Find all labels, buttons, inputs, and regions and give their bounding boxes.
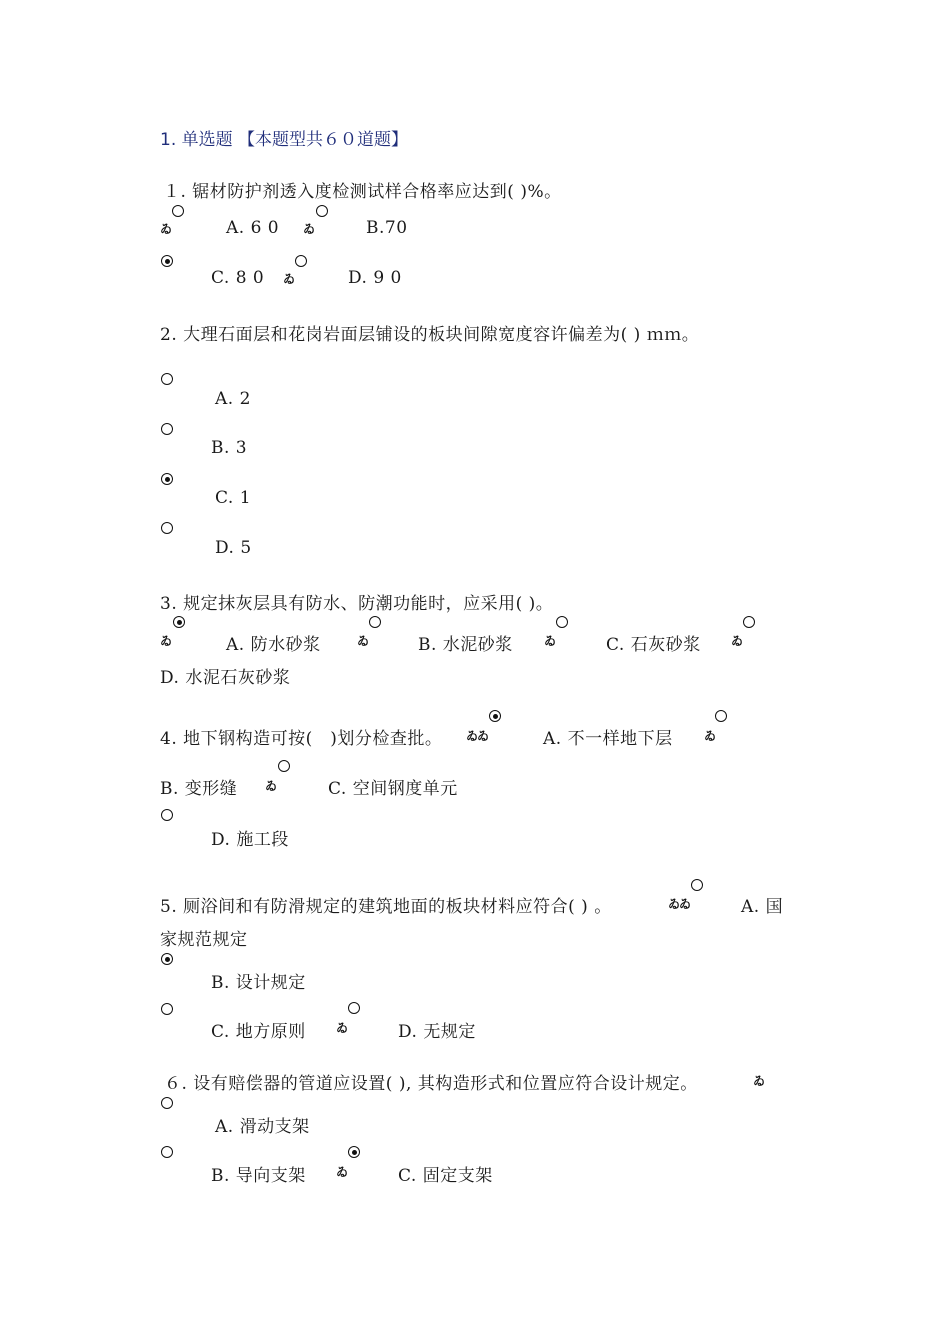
q3-option-a-radio[interactable] <box>173 616 185 628</box>
q4-option-c-label: C. 空间钢度单元 <box>328 779 458 799</box>
q4-option-b-radio[interactable] <box>715 710 727 722</box>
anchor-mark-icon: ゐ <box>544 634 557 648</box>
q4-option-b-label: B. 变形缝 <box>160 779 238 799</box>
anchor-mark-icon: ゐ <box>477 729 490 743</box>
q1-option-a-radio[interactable] <box>172 205 184 217</box>
question-5-stem: 5. 厕浴间和有防滑规定的建筑地面的板块材料应符合( ) 。 <box>160 897 612 917</box>
q2-option-b-label: B. 3 <box>211 438 248 458</box>
q1-option-d-label: D. 9 0 <box>348 268 402 288</box>
q1-option-a-label: A. 6 0 <box>226 218 280 238</box>
q5-option-c-radio[interactable] <box>161 1003 173 1015</box>
q5-option-d-label: D. 无规定 <box>398 1022 476 1042</box>
q5-option-c-label: C. 地方原则 <box>211 1022 306 1042</box>
q5-option-b-label: B. 设计规定 <box>211 973 306 993</box>
q3-option-d-radio[interactable] <box>743 616 755 628</box>
anchor-mark-icon: ゐ <box>704 729 717 743</box>
q2-option-a-label: A. 2 <box>215 389 251 409</box>
anchor-mark-icon: ゐ <box>336 1021 349 1035</box>
q6-option-a-radio[interactable] <box>161 1097 173 1109</box>
q6-option-b-radio[interactable] <box>161 1146 173 1158</box>
section-title: 1. 单选题 【本题型共６０道题】 <box>160 130 409 150</box>
q6-option-a-label: A. 滑动支架 <box>215 1117 310 1137</box>
q1-option-b-label: B.70 <box>366 218 408 238</box>
anchor-mark-icon: ゐ <box>753 1074 766 1088</box>
q1-option-d-radio[interactable] <box>295 255 307 267</box>
q5-option-a-label: A. 国 <box>741 897 784 917</box>
q5-option-d-radio[interactable] <box>348 1002 360 1014</box>
question-3-stem: 3. 规定抹灰层具有防水、防潮功能时，应采用( )。 <box>160 594 554 614</box>
q1-option-c-label: C. 8 0 <box>211 268 265 288</box>
q3-option-a-label: A. 防水砂浆 <box>226 635 321 655</box>
question-1-stem: １. 锯材防护剂透入度检测试样合格率应达到( )%。 <box>163 182 562 202</box>
q2-option-d-radio[interactable] <box>161 522 173 534</box>
q6-option-c-radio[interactable] <box>348 1146 360 1158</box>
anchor-mark-icon: ゐ <box>283 272 296 286</box>
q2-option-c-radio[interactable] <box>161 473 173 485</box>
question-6-stem: ６. 设有赔偿器的管道应设置( ), 其构造形式和位置应符合设计规定。 <box>164 1074 698 1094</box>
q2-option-d-label: D. 5 <box>215 538 252 558</box>
q3-option-d-label: D. 水泥石灰砂浆 <box>160 668 291 688</box>
q4-option-c-radio[interactable] <box>278 760 290 772</box>
q1-option-c-radio[interactable] <box>161 255 173 267</box>
q2-option-b-radio[interactable] <box>161 423 173 435</box>
q5-option-a-label-cont: 家规范规定 <box>160 930 248 950</box>
anchor-mark-icon: ゐ <box>160 222 173 236</box>
q3-option-b-label: B. 水泥砂浆 <box>418 635 513 655</box>
q3-option-c-label: C. 石灰砂浆 <box>606 635 701 655</box>
anchor-mark-icon: ゐ <box>679 897 692 911</box>
anchor-mark-icon: ゐ <box>731 634 744 648</box>
q5-option-b-radio[interactable] <box>161 953 173 965</box>
q2-option-a-radio[interactable] <box>161 373 173 385</box>
anchor-mark-icon: ゐ <box>303 222 316 236</box>
q4-option-a-radio[interactable] <box>489 710 501 722</box>
q3-option-c-radio[interactable] <box>556 616 568 628</box>
q6-option-b-label: B. 导向支架 <box>211 1166 306 1186</box>
q2-option-c-label: C. 1 <box>215 488 252 508</box>
question-2-stem: 2. 大理石面层和花岗岩面层铺设的板块间隙宽度容许偏差为( ) ｍｍ。 <box>160 325 700 345</box>
q6-option-c-label: C. 固定支架 <box>398 1166 493 1186</box>
anchor-mark-icon: ゐ <box>668 897 681 911</box>
q3-option-b-radio[interactable] <box>369 616 381 628</box>
q5-option-a-radio[interactable] <box>691 879 703 891</box>
anchor-mark-icon: ゐ <box>265 779 278 793</box>
anchor-mark-icon: ゐ <box>466 729 479 743</box>
anchor-mark-icon: ゐ <box>336 1165 349 1179</box>
question-4-stem: 4. 地下钢构造可按( )划分检查批。 <box>160 729 443 749</box>
anchor-mark-icon: ゐ <box>357 634 370 648</box>
q4-option-d-label: D. 施工段 <box>211 830 289 850</box>
q1-option-b-radio[interactable] <box>316 205 328 217</box>
q4-option-d-radio[interactable] <box>161 809 173 821</box>
q4-option-a-label: A. 不一样地下层 <box>543 729 673 749</box>
anchor-mark-icon: ゐ <box>160 634 173 648</box>
